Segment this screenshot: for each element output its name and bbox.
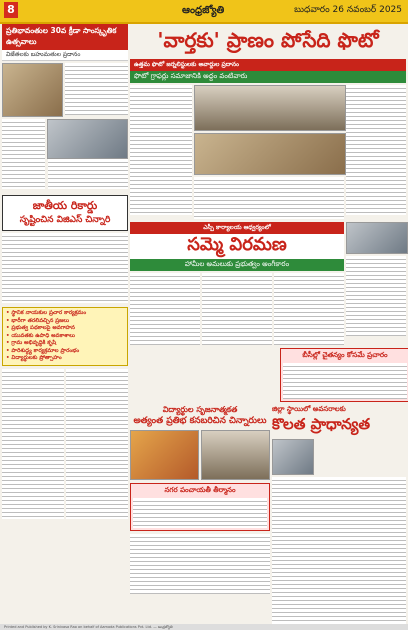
article-text <box>2 369 64 519</box>
left-top-subhead: విజేతలకు బహుమతుల ప్రదానం <box>2 50 128 61</box>
highlight-item: • విద్యార్థులకు ప్రోత్సాహం <box>6 355 62 361</box>
students-group-photo <box>201 430 270 480</box>
bc-campaign-box <box>280 348 408 402</box>
article-text <box>2 119 45 189</box>
main-headline: 'వార్తకు' ప్రాణం పోసేది ఫొటో <box>157 28 379 52</box>
highlight-item: • భారీగా తరలివచ్చిన ప్రజలు <box>6 317 69 324</box>
article-text <box>130 534 270 594</box>
center-subhead: హామీల అమలుకు ప్రభుత్వం అంగీకారం <box>130 259 344 271</box>
left-top-banner: ప్రతిభావంతుల 30వ క్రీడా సాంస్కృతిక ఉత్సవాలు <box>2 24 128 50</box>
article-text <box>274 273 344 345</box>
lower-right-headline: కొలత ప్రాధాన్యత <box>272 415 371 433</box>
article-text <box>130 273 200 345</box>
main-subhead: ఫొటో గ్రాఫర్లు సమాజానికి అద్దం వంటివారు <box>130 71 406 83</box>
article-text <box>133 498 267 528</box>
right-column <box>130 24 406 628</box>
article-text <box>346 256 406 336</box>
highlight-item: • స్థానిక నాయకుల ప్రచార కార్యక్రమం <box>6 310 87 316</box>
students-photo <box>130 430 199 480</box>
highlight-item: • గ్రామ అభివృద్ధికి కృషి <box>6 340 57 346</box>
highlight-item: • పారిశుద్ధ్య కార్యక్రమాల ప్రారంభం <box>6 347 80 354</box>
article-text <box>346 85 406 215</box>
municipal-resolution-title: నగర పంచాయతీ తీర్మానం <box>164 486 236 494</box>
article-text <box>2 233 128 303</box>
highlight-item: • యువతకు ఉపాధి అవకాశాలు <box>6 332 75 339</box>
record-headline-line1: జాతీయ రికార్డు <box>32 199 98 212</box>
record-headline-box <box>2 195 128 231</box>
article-text <box>65 63 128 115</box>
lower-left-title-1: విద్యార్థుల సృజనాత్మకత <box>162 405 238 414</box>
imprint-line: Printed and Published by K. Srinivasa Rao on behalf of Aamoda Publications Pvt. Ltd. — ఆంధ్రజ్యోతి <box>0 624 408 630</box>
article-text <box>130 85 192 215</box>
highlight-item: • ప్రభుత్వ పథకాలపై అవగాహన <box>6 325 75 331</box>
article-text <box>272 477 406 627</box>
municipal-resolution-box <box>130 483 270 531</box>
highlights-box <box>2 307 128 366</box>
official-portrait <box>272 439 314 475</box>
speaker-portrait <box>346 222 408 254</box>
left-column <box>2 24 128 628</box>
award-photo <box>47 119 128 159</box>
bc-campaign-title: బీసీల్లో చైతన్యం కోసమే ప్రచారం <box>302 351 388 359</box>
awards-ceremony-photo <box>194 133 346 175</box>
article-text <box>283 363 407 399</box>
article-text <box>48 159 128 189</box>
article-text <box>194 177 344 219</box>
masthead <box>0 0 408 24</box>
center-headline: సమ్మె విరమణ <box>130 234 344 259</box>
article-text <box>66 369 128 519</box>
lower-right-kicker: జిల్లా స్థాయిలో అవసరాలకు <box>272 405 346 413</box>
center-banner: ఎస్పీ కార్యాలయ ఆధ్వర్యంలో <box>130 222 344 234</box>
issue-date: బుధవారం 26 నవంబర్ 2025 <box>294 5 402 15</box>
page-number: 8 <box>4 2 18 18</box>
article-text <box>202 273 272 345</box>
main-kicker: ఉత్తమ ఫొటో జర్నలిస్టులకు అవార్డుల ప్రదానం <box>130 59 406 71</box>
photographers-group-photo <box>194 85 346 131</box>
record-headline-line2: సృష్టించిన విజిఎస్ చిన్నారి <box>19 215 111 225</box>
event-photo-left <box>2 63 63 117</box>
lower-left-title-2: అత్యంత ప్రతిభ కనబరిచిన చిన్నారులు <box>133 416 267 426</box>
newspaper-brand: ఆంధ్రజ్యోతి <box>182 5 225 16</box>
